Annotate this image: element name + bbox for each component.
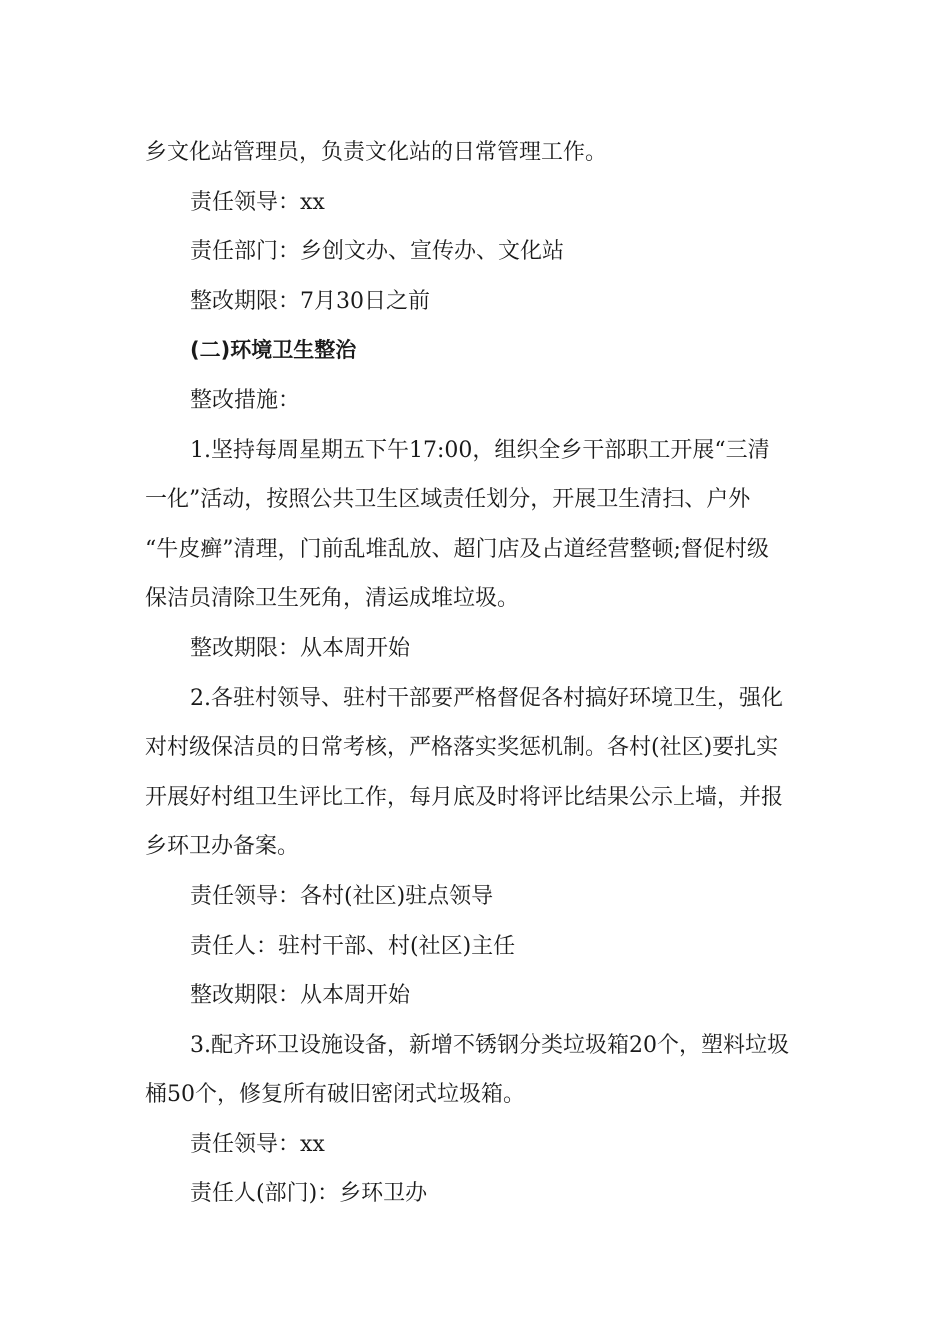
text-line: 责任人：驻村干部、村(社区)主任 [190, 933, 516, 959]
text-line: 桶50个，修复所有破旧密闭式垃圾箱。 [145, 1082, 525, 1108]
paragraph-culture-station-duty [145, 128, 810, 178]
text-line: 保洁员清除卫生死角，清运成堆垃圾。 [145, 586, 520, 612]
paragraph-measures-label [145, 376, 810, 426]
paragraph-responsible-person-2 [145, 1169, 810, 1219]
text-line: 1.坚持每周星期五下午17:00，组织全乡干部职工开展“三清 [190, 437, 770, 463]
text-line: 整改期限：从本周开始 [190, 983, 411, 1009]
paragraph-measure-1 [145, 426, 810, 624]
paragraph-responsible-leader-2 [145, 872, 810, 922]
document-body [145, 128, 810, 1219]
section-heading-environment [145, 326, 810, 376]
text-line: “牛皮癣”清理，门前乱堆乱放、超门店及占道经营整顿;督促村级 [145, 536, 769, 562]
paragraph-deadline-1 [145, 277, 810, 327]
text-line: 整改期限：从本周开始 [190, 635, 411, 661]
paragraph-responsible-leader-3 [145, 1120, 810, 1170]
text-line: 责任部门：乡创文办、宣传办、文化站 [190, 239, 565, 265]
text-line: 乡文化站管理员，负责文化站的日常管理工作。 [145, 140, 608, 165]
paragraph-responsible-leader-1 [145, 178, 810, 228]
paragraph-responsible-person-1 [145, 922, 810, 972]
text-line: 责任人(部门)：乡环卫办 [190, 1181, 428, 1207]
paragraph-deadline-3 [145, 971, 810, 1021]
text-line: 一化”活动，按照公共卫生区域责任划分，开展卫生清扫、户外 [145, 487, 751, 513]
paragraph-measure-2 [145, 674, 810, 872]
text-line: 责任领导：xx [190, 1131, 325, 1157]
paragraph-deadline-2 [145, 624, 810, 674]
text-line: 整改措施： [190, 387, 301, 413]
text-line: 乡环卫办备案。 [145, 834, 300, 860]
section-heading: (二)环境卫生整治 [190, 338, 357, 363]
text-line: 2.各驻村领导、驻村干部要严格督促各村搞好环境卫生，强化 [190, 685, 783, 711]
paragraph-measure-3 [145, 1021, 810, 1120]
text-line: 责任领导：xx [190, 189, 325, 215]
text-line: 对村级保洁员的日常考核，严格落实奖惩机制。各村(社区)要扎实 [145, 735, 779, 761]
paragraph-responsible-departments [145, 227, 810, 277]
text-line: 3.配齐环卫设施设备，新增不锈钢分类垃圾箱20个，塑料垃圾 [190, 1032, 789, 1058]
text-line: 整改期限：7月30日之前 [190, 288, 430, 314]
text-line: 开展好村组卫生评比工作，每月底及时将评比结果公示上墙，并报 [145, 784, 784, 810]
text-line: 责任领导：各村(社区)驻点领导 [190, 883, 494, 909]
